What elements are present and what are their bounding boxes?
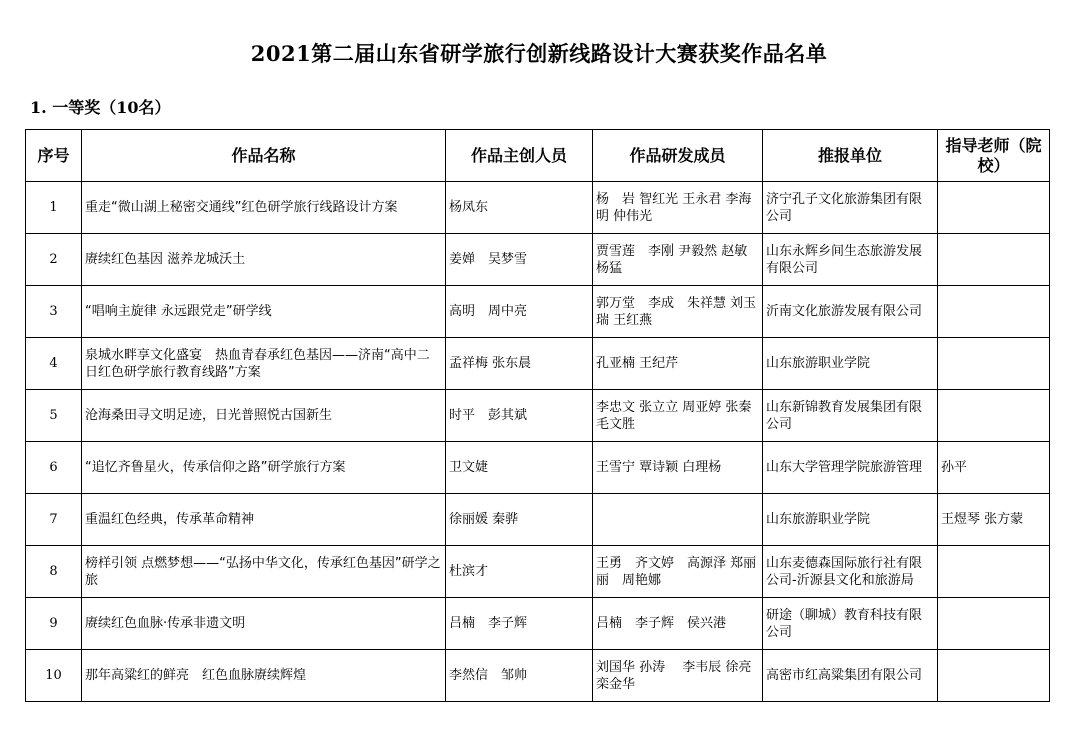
cell-work: “追忆齐鲁星火，传承信仰之路”研学旅行方案 [82,442,446,494]
cell-developers: 杨 岩 智红光 王永君 李海明 仲伟光 [593,182,763,234]
cell-advisor [938,338,1050,390]
cell-unit: 济宁孔子文化旅游集团有限公司 [763,182,938,234]
cell-work: 那年高粱红的鲜亮 红色血脉赓续辉煌 [82,650,446,702]
cell-no: 6 [26,442,82,494]
cell-work: 泉城水畔享文化盛宴 热血青春承红色基因——济南“高中二日红色研学旅行教育线路”方案 [82,338,446,390]
cell-developers: 李忠文 张立立 周亚婷 张秦 毛文胜 [593,390,763,442]
cell-creators: 时平 彭其斌 [446,390,593,442]
cell-no: 8 [26,546,82,598]
cell-creators: 孟祥梅 张东晨 [446,338,593,390]
table-row [26,650,1050,702]
cell-unit: 山东新锦教育发展集团有限公司 [763,390,938,442]
cell-developers: 吕楠 李子辉 侯兴港 [593,598,763,650]
page-title: 2021第二届山东省研学旅行创新线路设计大赛获奖作品名单 [250,41,828,66]
cell-work: 榜样引领 点燃梦想——“弘扬中华文化，传承红色基因”研学之旅 [82,546,446,598]
cell-advisor [938,598,1050,650]
cell-unit: 山东旅游职业学院 [763,494,938,546]
table-row [26,234,1050,286]
cell-developers [593,494,763,546]
table-row [26,442,1050,494]
cell-work: “唱响主旋律 永远跟党走”研学线 [82,286,446,338]
cell-advisor [938,182,1050,234]
cell-advisor [938,286,1050,338]
cell-creators: 姜婵 吴梦雪 [446,234,593,286]
cell-work: 重走“微山湖上秘密交通线”红色研学旅行线路设计方案 [82,182,446,234]
table-row [26,390,1050,442]
cell-no: 2 [26,234,82,286]
cell-creators: 吕楠 李子辉 [446,598,593,650]
table-row [26,182,1050,234]
header-no: 序号 [26,130,82,182]
cell-advisor [938,650,1050,702]
cell-creators: 卫文婕 [446,442,593,494]
cell-no: 1 [26,182,82,234]
cell-developers: 王雪宁 覃诗颖 白理杨 [593,442,763,494]
section-heading: 1. 一等奖（10名） [30,98,171,117]
cell-no: 9 [26,598,82,650]
award-table [25,129,1050,702]
cell-unit: 山东大学管理学院旅游管理 [763,442,938,494]
table-row [26,546,1050,598]
header-developers: 作品研发成员 [593,130,763,182]
table-header-row [26,130,1050,182]
table-row [26,598,1050,650]
cell-advisor: 孙平 [938,442,1050,494]
cell-creators: 杜滨才 [446,546,593,598]
cell-no: 3 [26,286,82,338]
cell-advisor [938,546,1050,598]
header-creators: 作品主创人员 [446,130,593,182]
cell-unit: 高密市红高粱集团有限公司 [763,650,938,702]
header-work: 作品名称 [82,130,446,182]
cell-unit: 山东永辉乡间生态旅游发展有限公司 [763,234,938,286]
cell-unit: 研途（聊城）教育科技有限公司 [763,598,938,650]
cell-advisor: 王煜琴 张方蒙 [938,494,1050,546]
cell-unit: 沂南文化旅游发展有限公司 [763,286,938,338]
header-unit: 推报单位 [763,130,938,182]
table-row [26,338,1050,390]
cell-no: 7 [26,494,82,546]
cell-creators: 杨凤东 [446,182,593,234]
cell-advisor [938,390,1050,442]
cell-developers: 刘国华 孙涛 李韦辰 徐亮 栾金华 [593,650,763,702]
cell-creators: 徐丽媛 秦骅 [446,494,593,546]
cell-unit: 山东麦德森国际旅行社有限公司-沂源县文化和旅游局 [763,546,938,598]
table-row [26,286,1050,338]
table-row [26,494,1050,546]
cell-work: 赓续红色血脉·传承非遗文明 [82,598,446,650]
cell-advisor [938,234,1050,286]
header-advisor: 指导老师（院校） [938,130,1050,182]
cell-no: 10 [26,650,82,702]
cell-creators: 高明 周中亮 [446,286,593,338]
cell-developers: 孔亚楠 王纪芹 [593,338,763,390]
cell-developers: 郭万堂 李成 朱祥慧 刘玉瑞 王红燕 [593,286,763,338]
cell-work: 沧海桑田寻文明足迹，日光普照悦古国新生 [82,390,446,442]
cell-unit: 山东旅游职业学院 [763,338,938,390]
cell-no: 5 [26,390,82,442]
cell-no: 4 [26,338,82,390]
cell-work: 赓续红色基因 滋养龙城沃土 [82,234,446,286]
cell-developers: 贾雪莲 李刚 尹毅然 赵敏 杨猛 [593,234,763,286]
cell-developers: 王勇 齐文婷 高源泽 郑丽丽 周艳娜 [593,546,763,598]
cell-work: 重温红色经典，传承革命精神 [82,494,446,546]
cell-creators: 李然信 邹帅 [446,650,593,702]
